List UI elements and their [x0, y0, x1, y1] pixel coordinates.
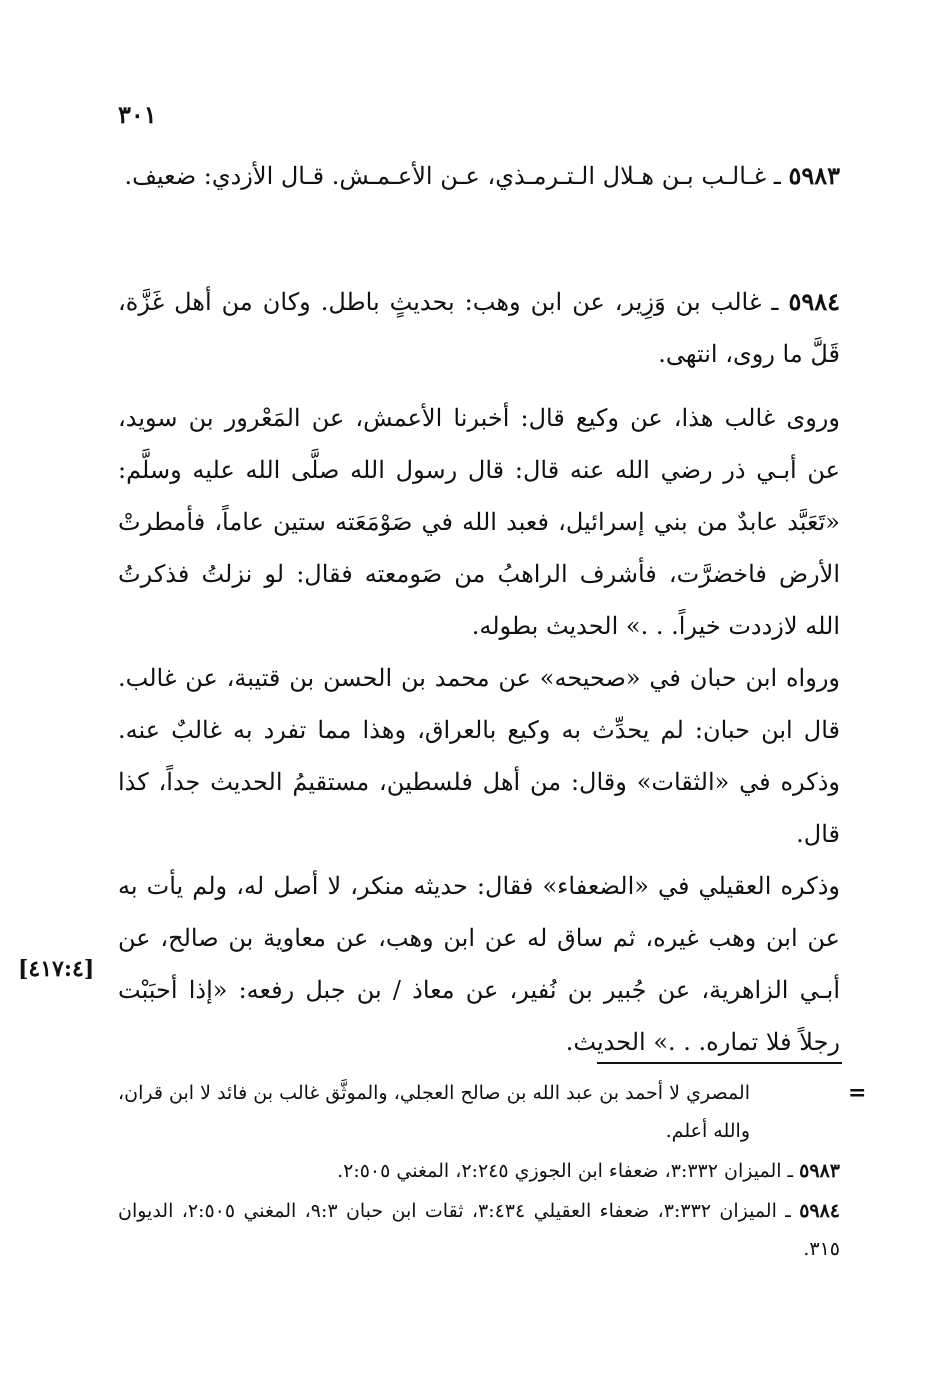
paragraph-ibn-hibban: ورواه ابن حبان في «صحيحه» عن محمد بن الحسن بن قتيبة، عن غالب. قال ابن حبان: لم يحدِّث به وكيع بالعراق، وهذا مما تفرد به غالبٌ عنه. وذكره في «الثقات» وقال: من أهل فلسطين، مستقيمُ الحديث جداً، كذا قال.	[118, 664, 841, 848]
paragraph-al-uqayli: وذكره العقيلي في «الضعفاء» فقال: حديثه منكر، لا أصل له، ولم يأت به عن ابن وهب غيره، ثم ساق له عن ابن وهب، عن معاوية بن صالح، عن أبـي الزاهرية، عن جُبير بن نُفير، عن معاذ / بن جبل رفعه: «إذا أحبَبْت رجلاً فلا تماره. . .» الحديث.	[118, 872, 840, 1056]
paragraph-hadith-narration: وروى غالب هذا، عن وكيع قال: أخبرنا الأعمش، عن المَعْرور بن سويد، عن أبـي ذر رضي الله عنه قال: قال رسول الله صلَّى الله عليه وسلَّم: «تَعَبَّد عابدٌ من بني إسرائيل، فعبد الله في صَوْمَعَته ستين عاماً، فأمطرتْ الأرض فاخضرَّت، فأشرف الراهبُ من صَومعته فقال: لو نزلتُ فذكرتُ الله لازددت خيراً. . .» الحديث بطوله.	[118, 404, 840, 640]
footnote-continuation-mark: =	[848, 1080, 867, 1106]
entry-5983	[118, 150, 840, 202]
entry-number: ٥٩٨٤	[788, 287, 840, 316]
entry-text: ـ غـالـب بـن هـلال الـتـرمـذي، عـن الأعـمـش. قـال الأزدي: ضعيف.	[124, 162, 781, 190]
footnote-number: ٥٩٨٤	[799, 1200, 841, 1222]
entry-text: ـ غالب بن وَزِير، عن ابن وهب: بحديثٍ باطل. وكان من أهل غَزَّة، قَلَّ ما روى، انتهى.	[118, 288, 840, 368]
footnote-text: ـ الميزان ٣:٣٣٢، ضعفاء العقيلي ٣:٤٣٤، ثقات ابن حبان ٩:٣، المغني ٢:٥٠٥، الديوان ٣١٥.	[118, 1200, 840, 1260]
footnote-5984	[118, 1192, 840, 1268]
footnote-continuation: المصري لا أحمد بن عبد الله بن صالح العجلي، والموثَّق غالب بن فائد لا ابن قران، والله أعلم.	[118, 1082, 750, 1142]
footnote-separator	[597, 1062, 842, 1064]
marginal-volume-reference: [٤١٧:٤]	[18, 956, 95, 982]
entry-number: ٥٩٨٣	[788, 161, 840, 190]
footnote-number: ٥٩٨٣	[799, 1160, 840, 1182]
footnote-text: ـ الميزان ٣:٣٣٢، ضعفاء ابن الجوزي ٢:٢٤٥، المغني ٢:٥٠٥.	[337, 1160, 794, 1182]
footnote-5983	[118, 1152, 840, 1190]
page-number: ٣٠١	[118, 100, 157, 129]
entry-5984	[118, 276, 840, 380]
